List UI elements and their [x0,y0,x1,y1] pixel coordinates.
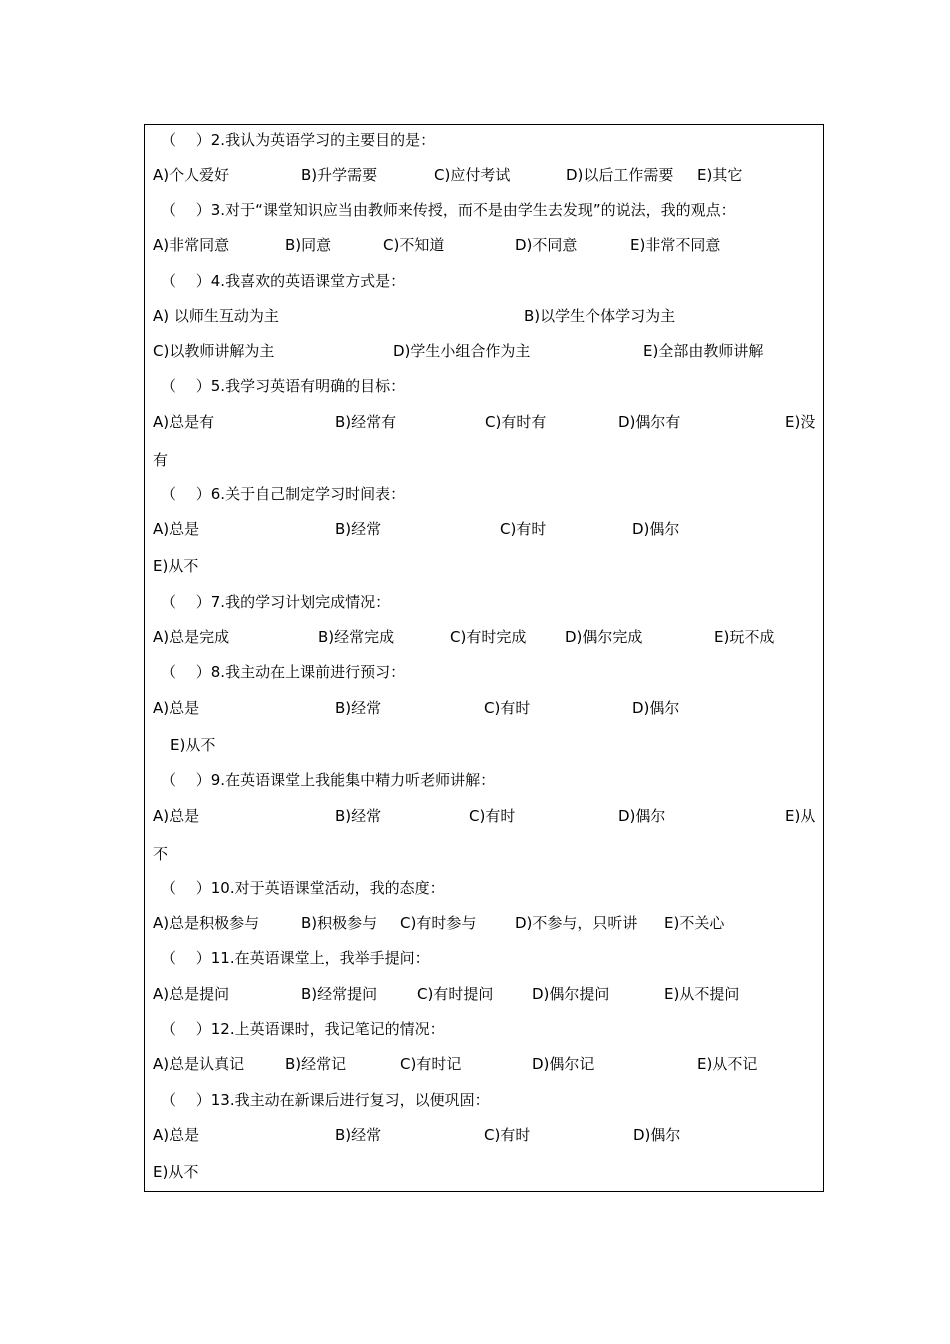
option-c: C)有时提问 [417,985,494,1003]
option-e: E)全部由教师讲解 [643,342,764,360]
option-d: D)偶尔 [632,520,680,538]
option-b: B)经常 [335,520,382,538]
option-a: A)总是提问 [153,985,230,1003]
option-e: E)玩不成 [714,628,775,646]
option-b: B)经常 [335,1126,382,1144]
question-4: （ ）4.我喜欢的英语课堂方式是： [161,272,406,290]
question-5: （ ）5.我学习英语有明确的目标： [161,377,406,395]
option-c: C)有时记 [400,1055,462,1073]
option-d: D)学生小组合作为主 [393,342,531,360]
option-c: C)有时完成 [450,628,527,646]
option-b: B)同意 [285,236,332,254]
option-b: B)经常记 [285,1055,347,1073]
question-13: （ ）13.我主动在新课后进行复习，以便巩固： [161,1091,490,1109]
option-b: B)经常完成 [318,628,395,646]
option-b: B)积极参与 [301,914,378,932]
option-a: A)总是认真记 [153,1055,245,1073]
option-c: C)不知道 [383,236,445,254]
option-e: E)非常不同意 [630,236,721,254]
option-a: A)总是积极参与 [153,914,260,932]
option-b: B)经常有 [335,413,397,431]
question-7: （ ）7.我的学习计划完成情况： [161,593,391,611]
option-c: C)有时有 [485,413,547,431]
option-c: C)有时 [484,1126,531,1144]
option-e: E)从不提问 [664,985,740,1003]
option-c: C)有时 [484,699,531,717]
question-6: （ ）6.关于自己制定学习时间表： [161,485,406,503]
option-b: B)经常 [335,699,382,717]
option-c: C)应付考试 [434,166,511,184]
option-d: D)不同意 [515,236,578,254]
option-e: E)从不 [153,1163,199,1181]
option-e: E)从不记 [697,1055,758,1073]
option-a: A) 以师生互动为主 [153,307,279,325]
option-b: B)经常提问 [301,985,378,1003]
option-d: D)偶尔提问 [532,985,610,1003]
option-d: D)以后工作需要 [566,166,674,184]
option-a: A)总是有 [153,413,215,431]
question-3: （ ）3.对于“课堂知识应当由教师来传授，而不是由学生去发现”的说法，我的观点： [161,201,736,219]
question-9: （ ）9.在英语课堂上我能集中精力听老师讲解： [161,771,496,789]
option-c: C)有时 [500,520,547,538]
option-d: D)偶尔记 [532,1055,595,1073]
question-8: （ ）8.我主动在上课前进行预习： [161,663,406,681]
option-a: A)总是 [153,807,200,825]
option-a: A)总是 [153,1126,200,1144]
option-c: C)有时 [469,807,516,825]
option-b: B)升学需要 [301,166,378,184]
option-e-wrap: 不 [153,845,169,863]
option-d: D)偶尔完成 [565,628,643,646]
option-a: A)个人爱好 [153,166,230,184]
option-a: A)非常同意 [153,236,230,254]
question-2: （ ）2.我认为英语学习的主要目的是： [161,131,436,149]
option-e: E)从不 [153,557,199,575]
option-d: D)不参与，只听讲 [515,914,638,932]
option-e: E)不关心 [664,914,725,932]
option-b: B)经常 [335,807,382,825]
option-e: E)没 [785,413,816,431]
option-d: D)偶尔 [633,1126,681,1144]
option-a: A)总是完成 [153,628,230,646]
option-a: A)总是 [153,699,200,717]
option-e: E)其它 [697,166,743,184]
question-11: （ ）11.在英语课堂上，我举手提问： [161,949,430,967]
question-10: （ ）10.对于英语课堂活动，我的态度： [161,879,445,897]
option-a: A)总是 [153,520,200,538]
option-d: D)偶尔 [618,807,666,825]
option-e: E)从不 [170,736,216,754]
option-c: C)以教师讲解为主 [153,342,275,360]
option-d: D)偶尔 [632,699,680,717]
question-12: （ ）12.上英语课时，我记笔记的情况： [161,1020,445,1038]
option-e: E)从 [785,807,816,825]
option-c: C)有时参与 [400,914,477,932]
option-b: B)以学生个体学习为主 [524,307,676,325]
option-e-wrap: 有 [153,451,169,469]
option-d: D)偶尔有 [618,413,681,431]
